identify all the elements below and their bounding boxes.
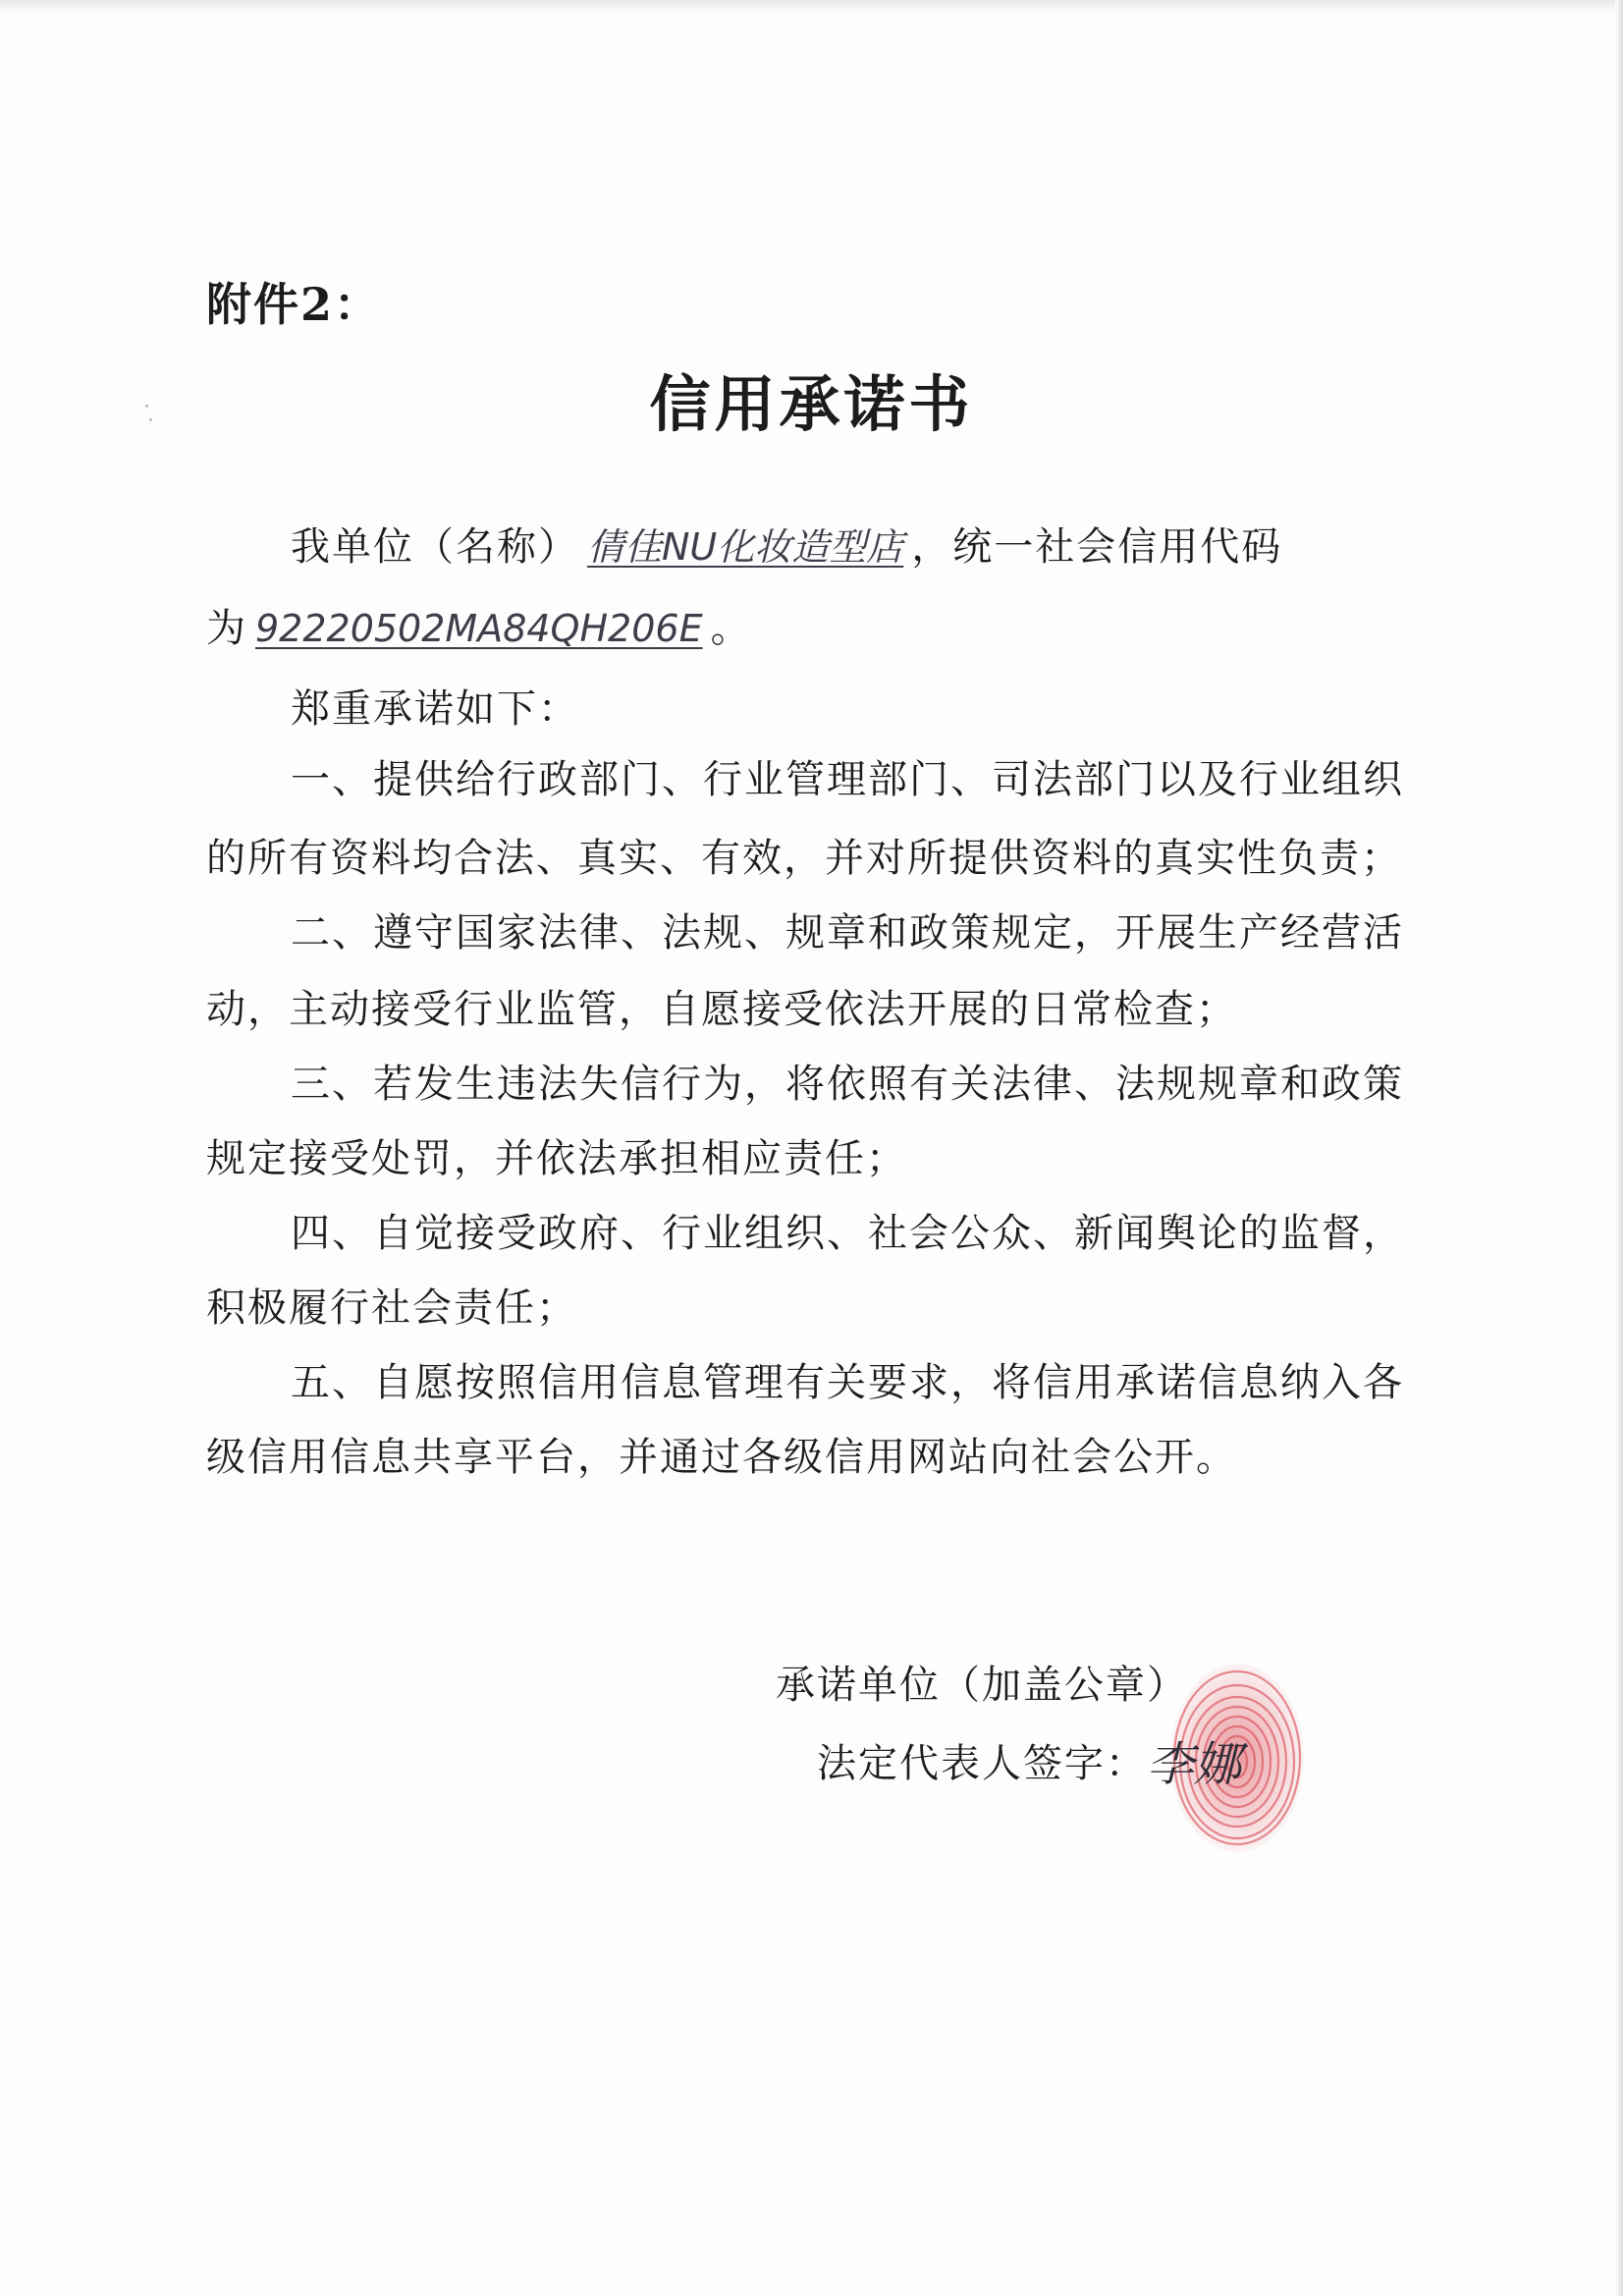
paragraph-1-line-1: 一、提供给行政部门、行业管理部门、司法部门以及行业组织 — [291, 757, 1404, 802]
paragraph-1-line-2: 的所有资料均合法、真实、有效，并对所提供资料的真实性负责； — [206, 836, 1402, 881]
intro-line-2 — [206, 597, 752, 653]
attachment-label: 附件2： — [206, 278, 382, 331]
credit-code-handwritten: 92220502MA84QH206E — [255, 607, 703, 650]
intro-middle: ，统一社会信用代码 — [911, 524, 1283, 570]
intro-prefix: 我单位（名称） — [291, 524, 579, 570]
paragraph-2-line-1: 二、遵守国家法律、法规、规章和政策规定，开展生产经营活 — [291, 910, 1404, 956]
paragraph-4-line-1: 四、自觉接受政府、行业组织、社会公众、新闻舆论的监督， — [291, 1211, 1404, 1256]
lead-line: 郑重承诺如下： — [291, 686, 579, 732]
paragraph-2-line-2: 动，主动接受行业监管，自愿接受依法开展的日常检查； — [206, 987, 1237, 1032]
intro-line2-prefix: 为 — [206, 606, 247, 651]
legal-rep-label: 法定代表人签字： — [817, 1741, 1147, 1786]
legal-rep-signature: 李娜 — [1147, 1737, 1242, 1792]
paragraph-4-line-2: 积极履行社会责任； — [206, 1285, 577, 1331]
document-title: 信用承诺书 — [649, 368, 974, 440]
paragraph-5-line-1: 五、自愿按照信用信息管理有关要求，将信用承诺信息纳入各 — [291, 1360, 1404, 1405]
paragraph-3-line-1: 三、若发生违法失信行为，将依照有关法律、法规规章和政策 — [291, 1062, 1404, 1107]
intro-suffix: 。 — [710, 606, 752, 651]
scan-edge-top — [0, 0, 1623, 14]
paragraph-5-line-2: 级信用信息共享平台，并通过各级信用网站向社会公开。 — [206, 1435, 1237, 1480]
paragraph-3-line-2: 规定接受处罚，并依法承担相应责任； — [206, 1136, 907, 1181]
unit-name-handwritten: 倩佳NU化妆造型店 — [587, 525, 904, 569]
intro-line-1 — [291, 516, 1282, 572]
scan-edge-right — [1615, 0, 1623, 2296]
commitment-unit-label: 承诺单位（加盖公章） — [776, 1663, 1188, 1708]
